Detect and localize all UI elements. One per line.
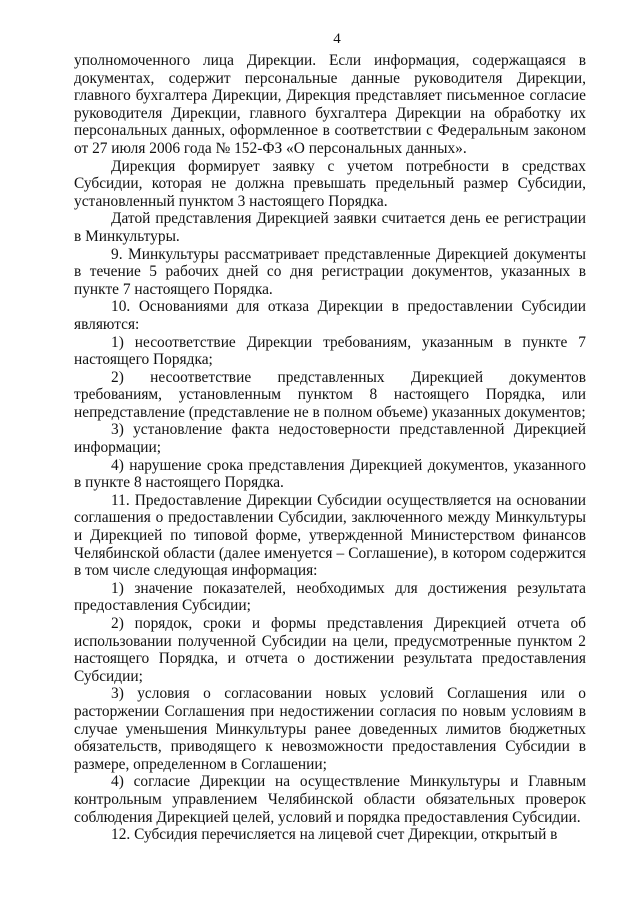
page-number: 4 (333, 31, 341, 47)
paragraph-application: Дирекция формирует заявку с учетом потребности в средствах Субсидии, которая не должна превышать предельный размер Субсидии, установленный пунктом 3 настоящего Порядка. (74, 157, 586, 210)
paragraph-item-10-4: 4) нарушение срока представления Дирекцией документов, указанного в пункте 8 настоящего Порядка. (74, 456, 586, 492)
paragraph-item-11-1: 1) значение показателей, необходимых для достижения результата предоставления Субсидии; (74, 579, 586, 615)
paragraph-item-12: 12. Субсидия перечисляется на лицевой счет Дирекции, открытый в (111, 826, 558, 844)
paragraph-item-11-3: 3) условия о согласовании новых условий Соглашения или о расторжении Соглашения при недостижении согласия по новым условиям в случае уменьшения Минкультуры ранее доведенных лимитов бюджетных обязательств, приводящего к невозможности предоставления Субсидии в размере, определенном в Соглашении; (74, 685, 586, 773)
paragraph-item-10-1: 1) несоответствие Дирекции требованиям, указанным в пункте 7 настоящего Порядка; (74, 333, 586, 369)
paragraph-item-10-2: 2) несоответствие представленных Дирекцией документов требованиям, установленным пунктом 8 настоящего Порядка, или непредставление (представление не в полном объеме) указанных документов; (74, 368, 586, 421)
paragraph-item-11-4: 4) согласие Дирекции на осуществление Минкультуры и Главным контрольным управлением Челябинской области обязательных проверок соблюдения Дирекцией целей, условий и порядка предоставления Субсидии. (74, 773, 586, 826)
paragraph-consent: уполномоченного лица Дирекции. Если информация, содержащаяся в документах, содержит персональные данные руководителя Дирекции, главного бухгалтера Дирекции, Дирекция представляет письменное согласие руководителя Дирекции, главного бухгалтера Дирекции на обработку их персональных данных, оформленное в соответствии с Федеральным законом от 27 июля 2006 года № 152-ФЗ «О персональных данных». (74, 52, 586, 157)
paragraph-submission-date: Датой представления Дирекцией заявки считается день ее регистрации в Минкультуры. (74, 210, 586, 245)
paragraph-item-9: 9. Минкультуры рассматривает представленные Дирекцией документы в течение 5 рабочих дней со дня регистрации документов, указанных в пункте 7 настоящего Порядка. (74, 245, 586, 298)
paragraph-item-11-2: 2) порядок, сроки и формы представления Дирекцией отчета об использовании полученной Субсидии на цели, предусмотренные пунктом 2 настоящего Порядка, и отчета о достижении результата предоставления Субсидии; (74, 615, 586, 685)
paragraph-item-11: 11. Предоставление Дирекции Субсидии осуществляется на основании соглашения о предоставлении Субсидии, заключенного между Минкультуры и Дирекцией по типовой форме, утвержденной Министерством финансов Челябинской области (далее именуется – Соглашение), в котором содержится в том числе следующая информация: (74, 491, 586, 580)
paragraph-item-10-3: 3) установление факта недостоверности представленной Дирекцией информации; (74, 421, 586, 457)
paragraph-item-10: 10. Основаниями для отказа Дирекции в предоставлении Субсидии являются: (74, 298, 586, 333)
